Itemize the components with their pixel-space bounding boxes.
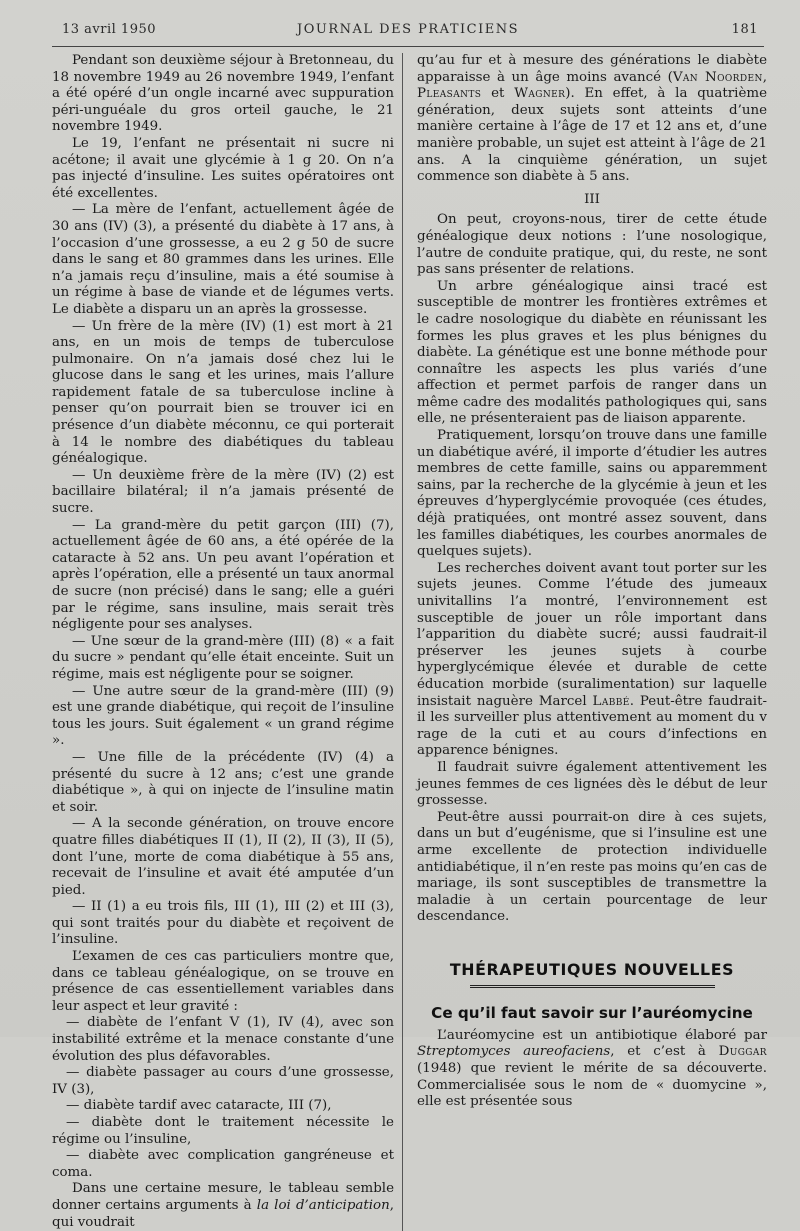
paragraph xyxy=(417,53,767,186)
paragraph: Pratiquement, lorsqu’on trouve dans une famille un diabétique avéré, il importe d’étudier les autres membres de cette famille, sains ou apparemment sains, par la recherche de la glycémie à jeun et les épreuves d’hyperglycémie provoquée (ces études, déjà pratiquées, ont montré assez souvent, dans les familles diabétiques, les courbes anormales de quelques sujets). xyxy=(417,428,767,560)
emphasis: la loi d’anticipation xyxy=(256,1197,390,1213)
emphasis: Streptomyces aureofaciens xyxy=(417,1044,611,1060)
text-run: (1948) que revient le mérite de sa découverte. Commercialisée sous le nom de « duomycine », elle est présentée sous xyxy=(417,1061,767,1110)
paragraph xyxy=(417,561,767,760)
list-item: — diabète de l’enfant V (1), IV (4), avec son instabilité extrême et la menace constante d’une évolution des plus défavorables. xyxy=(52,1015,394,1064)
rubric-heading: THÉRAPEUTIQUES NOUVELLES xyxy=(449,959,735,979)
list-item: — diabète avec complication gangréneuse et coma. xyxy=(52,1148,394,1180)
author-name: Wagner xyxy=(514,86,566,102)
text-run: . Peut-être faudrait-il les surveiller plus attentivement au moment du v rage de la cuti et au cours d’infections en apparence bénignes. xyxy=(417,693,767,759)
article-title: Ce qu’il faut savoir sur l’auréomycine xyxy=(431,1003,753,1022)
list-item: — diabète passager au cours d’une grossesse, IV (3), xyxy=(52,1065,394,1097)
author-name: Duggar xyxy=(718,1044,767,1060)
paragraph: — Une autre sœur de la grand-mère (III) (9) est une grande diabétique, qui reçoit de l’insuline tous les jours. Suit également « un grand régime ». xyxy=(52,683,394,749)
case-list xyxy=(52,1015,394,1181)
right-column xyxy=(417,53,767,1231)
two-column-body xyxy=(52,53,768,1231)
paragraph: Un arbre généalogique ainsi tracé est susceptible de montrer les frontières extrêmes et le cadre nosologique du diabète en réunissant les formes les plus graves et les plus bénignes du diabète. La génétique est une bonne méthode pour connaître les aspects les plus variés d’une affection et permet parfois de ranger dans un même cadre des modalités pathologiques qui, sans elle, ne présenteraient pas de liaison apparente. xyxy=(417,278,767,427)
paragraph: — A la seconde génération, on trouve encore quatre filles diabétiques II (1), II (2), II (3), II (5), dont l’une, morte de coma diabétique à 55 ans, recevait de l’insuline et avait été amputée d’un pied. xyxy=(52,816,394,898)
author-name: Van Noorden xyxy=(672,69,763,85)
page-number: 181 xyxy=(731,22,758,37)
author-name: Labbé xyxy=(592,693,630,709)
paragraph: — La grand-mère du petit garçon (III) (7), actuellement âgée de 60 ans, a été opérée de la cataracte à 52 ans. Un peu avant l’opération et après l’opération, elle a présenté un taux anormal de sucre (non précisé) dans le sang; elle a guéri par le régime, sans insuline, mais serait très négligente pour ses analyses. xyxy=(52,517,394,633)
list-item: — diabète tardif avec cataracte, III (7), xyxy=(66,1098,332,1114)
paragraph: — Un frère de la mère (IV) (1) est mort à 21 ans, en un mois de temps de tuberculose pulmonaire. On n’a jamais dosé chez lui le glucose dans le sang et les urines, mais l’allure rapidement fatale de sa tuberculose incline à penser qu’on pourrait bien se trouver ici en présence d’un diabète méconnu, ce qui porterait à 14 le nombre des diabétiques du tableau généalogique. xyxy=(52,318,394,467)
paragraph: — La mère de l’enfant, actuellement âgée de 30 ans (IV) (3), a présenté du diabète à 17 ans, à l’occasion d’une grossesse, a eu 2 g 50 de sucre dans le sang et 80 grammes dans les urines. Elle n’a jamais reçu d’insuline, mais a été soumise à un régime à base de viande et de légumes verts. Le diabète a disparu un an après la grossesse. xyxy=(52,202,394,317)
journal-title: JOURNAL DES PRATICIENS xyxy=(297,22,519,37)
list-item: — diabète dont le traitement nécessite le régime ou l’insuline, xyxy=(52,1115,394,1147)
paragraph: On peut, croyons-nous, tirer de cette étude généalogique deux notions : l’une nosologique, l’autre de conduite pratique, qui, du reste, ne sont pas sans présenter de relations. xyxy=(417,212,767,278)
header-rule xyxy=(52,46,764,47)
author-name: Pleasants xyxy=(417,86,482,102)
section-number: III xyxy=(584,191,600,207)
text-run: , et c’est à xyxy=(610,1044,719,1060)
paragraph: — Un deuxième frère de la mère (IV) (2) est bacillaire bilatéral; il n’a jamais présenté de sucre. xyxy=(52,467,394,517)
text-run: ). En effet, à la quatrième génération, deux sujets sont atteints d’une manière certaine à l’âge de 17 et 12 ans et, d’une manière probable, un sujet est atteint à l’âge de 21 ans. A la cinquième génération, un sujet commence son diabète à 5 ans. xyxy=(417,86,767,185)
text-run: qu’au fur et à mesure des générations le diabète apparaisse à un âge moins avancé ( xyxy=(417,53,767,85)
paragraph: L’examen de ces cas particuliers montre que, dans ce tableau généalogique, on se trouve en présence de cas essentiellement variables dans leur aspect et leur gravité : xyxy=(52,949,394,1014)
paragraph: — Une sœur de la grand-mère (III) (8) « a fait du sucre » pendant qu’elle était enceinte. Suit un régime, mais est négligente pour se soigner. xyxy=(52,633,394,682)
text-run: , qui voudrait xyxy=(52,1197,394,1230)
paragraph: Pendant son deuxième séjour à Bretonneau, du 18 novembre 1949 au 26 novembre 1949, l’enfant a été opéré d’un ongle incarné avec suppuration péri-unguéale du gros orteil gauche, le 21 novembre 1949. xyxy=(52,53,394,135)
left-column xyxy=(52,53,403,1231)
rubric-rule xyxy=(470,985,715,990)
text-run: Les recherches doivent avant tout porter sur les sujets jeunes. Comme l’étude des jumeaux univitallins l’a montré, l’environnement est susceptible de jouer un rôle important dans l’apparition du diabète sucré; aussi faudrait-il préserver les jeunes sujets à courbe hyperglycémique élevée et durable de cette éducation morbide (suralimentation) sur laquelle insistait naguère Marcel xyxy=(417,560,767,709)
paragraph: — II (1) a eu trois fils, III (1), III (2) et III (3), qui sont traités pour du diabète et reçoivent de l’insuline. xyxy=(52,899,394,948)
paragraph xyxy=(417,1028,767,1111)
paragraph: Peut-être aussi pourrait-on dire à ces sujets, dans un but d’eugénisme, que si l’insuline est une arme excellente de protection individuelle antidiabétique, il n’en reste pas moins qu’en cas de mariage, ils sont susceptibles de transmettre la maladie à un certain pourcentage de leur descendance. xyxy=(417,809,768,925)
running-head xyxy=(52,20,764,42)
issue-date: 13 avril 1950 xyxy=(62,22,157,37)
paragraph: Le 19, l’enfant ne présentait ni sucre ni acétone; il avait une glycémie à 1 g 20. On n’a pas injecté d’insuline. Les suites opératoires ont été excellentes. xyxy=(52,135,394,201)
text-run: L’auréomycine est un antibiotique élaboré par xyxy=(437,1027,767,1043)
paragraph xyxy=(52,1181,394,1231)
text-run: Dans une certaine mesure, le tableau semble donner certains arguments à xyxy=(52,1181,394,1213)
paragraph: — Une fille de la précédente (IV) (4) a présenté du sucre à 12 ans; c’est une grande diabétique », à qui on injecte de l’insuline matin et soir. xyxy=(52,749,394,815)
text-run: , xyxy=(762,69,767,85)
paragraph: Il faudrait suivre également attentivement les jeunes femmes de ces lignées dès le début de leur grossesse. xyxy=(417,759,767,809)
text-run: et xyxy=(481,86,515,102)
